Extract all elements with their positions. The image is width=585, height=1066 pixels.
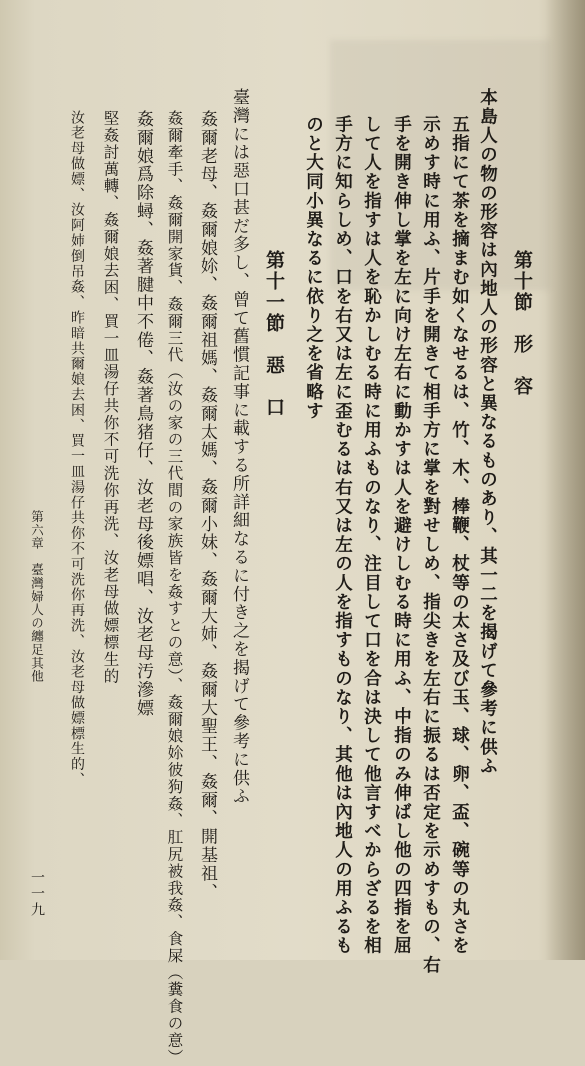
section11-line-2: 姦爾老母、姦爾娘㚷、姦爾祖媽、姦爾太媽、姦爾小妹、姦爾大姉、姦爾大聖王、姦爾、開基祖、 [197,110,217,902]
section11-line-4: 姦爾娘爲除蟳、姦著腱中不倦、姦著鳥猪仔、汝老母後嫖唱、汝老母汚滲嫖 [133,110,153,718]
section10-line-1: 本島人の物の形容は內地人の形容と異なるものあり、其一二を揭げて參考に供ふ [477,88,498,776]
section11-heading: 第十一節 惡 口 [263,250,285,418]
section11-line-1: 臺灣には惡口甚だ多し、曾て舊慣記事に載する所詳細なるに付き之を揭げて參考に供ふ [229,88,249,806]
section10-line-7: のと大同小異なるに依り之を省略す [303,115,324,421]
page-edge-shadow [545,0,585,960]
section10-heading: 第十節 形 容 [511,250,533,397]
section10-line-4: 手を開き伸し掌を左に向け左右に動かすは人を避けしむる時に用ふ、中指のみ伸ばし他の四指を屈 [391,115,412,956]
page-number: 一一九 [29,870,45,918]
section11-line-3: 姦爾牽手、姦爾開家貨、姦爾三代（汝の家の三代間の家族皆を姦すとの意）、姦爾娘㚷彼狗姦、肛尻被我姦、食屎（糞食の意） [165,110,184,1066]
section10-line-2: 五指にて茶を摘まむ如くなせるは、竹、木、棒鞭、杖等の太さ及び玉、球、卵、盃、碗等の丸さを [449,115,470,956]
running-head: 第六章 臺灣婦人の纏足其他 [29,510,45,683]
section11-line-6: 汝老母做嫖、汝阿姉倒吊姦、昨暗共爾娘去困、買一皿湯仔共你不可洗你再洗、汝老母做嫖標生的、 [69,110,85,788]
section10-line-6: 手方に知らしめ、口を右又は左に歪むるは右又は左の人を指すものなり、其他は內地人の用ふるも [332,115,353,956]
section10-line-3: 示めす時に用ふ、片手を開きて相手方に掌を對せしめ、指尖きを左右に振るは否定を示めすもの、右 [420,115,441,975]
section10-line-5: して人を指すは人を恥かしむる時に用ふものなり、注目して口を合は決して他言すべからざるを相 [361,115,382,956]
section11-line-5: 堅姦討萬轉、姦爾娘去困、買一皿湯仔共你不可洗你再洗、汝老母做嫖標生的 [101,110,120,685]
